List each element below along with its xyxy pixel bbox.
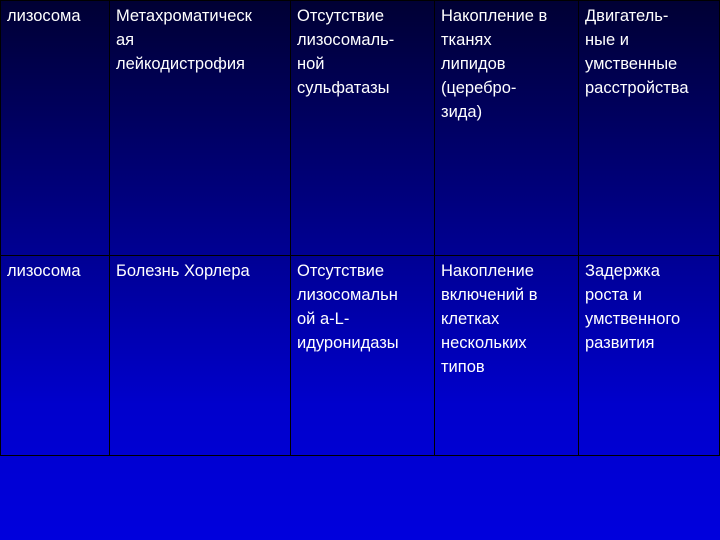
cell-disease: Метахроматическ ая лейкодистрофия	[110, 1, 291, 256]
cell-organelle: лизосома	[1, 1, 110, 256]
cell-organelle: лизосома	[1, 255, 110, 455]
table-row	[1, 255, 720, 455]
cell-disease: Болезнь Хорлера	[110, 255, 291, 455]
cell-symptoms: Задержка роста и умственного развития	[579, 255, 720, 455]
cell-manifestation: Накопление включений в клетках нескольких типов	[435, 255, 579, 455]
cell-symptoms: Двигатель- ные и умственные расстройства	[579, 1, 720, 256]
cell-defect: Отсутствие лизосомаль- ной сульфатазы	[291, 1, 435, 256]
cell-manifestation: Накопление в тканях липидов (церебро- зида)	[435, 1, 579, 256]
cell-defect: Отсутствие лизосомальн ой а-L- идуронидазы	[291, 255, 435, 455]
table-row	[1, 1, 720, 256]
